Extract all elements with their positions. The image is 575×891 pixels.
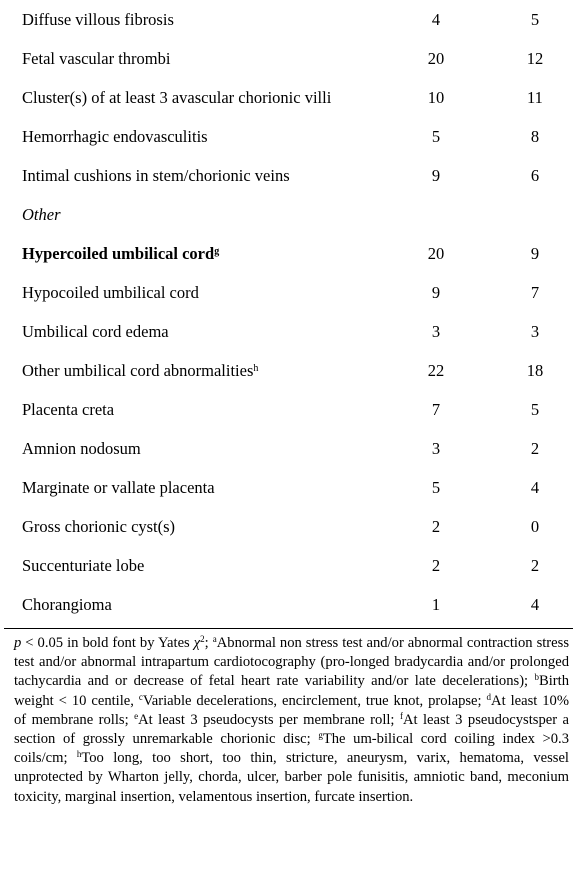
row-value-2: 8 <box>530 127 540 146</box>
row-value-2: 9 <box>530 244 540 263</box>
row-value-1: 3 <box>431 439 441 458</box>
footnote-text: Birth weight < 10 centile, <box>14 673 569 709</box>
row-label: Amnion nodosum <box>22 439 141 458</box>
row-label <box>22 351 258 390</box>
footnote-text: The um-bilical cord coiling index >0.3 coils/cm; <box>14 731 569 767</box>
footnote-marker: d <box>486 691 492 702</box>
row-value-2: 2 <box>530 556 540 575</box>
table-row <box>12 351 573 390</box>
table-row <box>12 117 573 156</box>
chi-symbol: χ <box>193 635 201 651</box>
p-symbol: p <box>14 635 22 651</box>
row-value-1: 9 <box>431 283 441 302</box>
row-value-2: 11 <box>527 88 543 107</box>
footnote-marker: e <box>134 710 139 721</box>
row-value-1: 20 <box>427 244 445 263</box>
table-row <box>12 78 573 117</box>
row-value-2: 4 <box>530 595 540 614</box>
row-value-1: 22 <box>427 361 445 380</box>
row-value-2: 4 <box>530 478 540 497</box>
table-row <box>12 507 573 546</box>
row-value-1: 10 <box>427 88 445 107</box>
row-value-2: 5 <box>530 400 540 419</box>
footnote-marker: g <box>318 730 323 741</box>
row-label: Intimal cushions in stem/chorionic veins <box>22 166 290 185</box>
row-value-2: 6 <box>530 166 540 185</box>
row-label <box>22 234 219 273</box>
table-row <box>12 0 573 39</box>
footnote-text: Too long, too short, too thin, stricture, aneurysm, varix, hematoma, vessel unprotected by Wharton jelly, chorda, ulcer, barber pole funisitis, amniotic band, meconium toxicity, marginal insertion, velamentous insertion, furcate insertion. <box>14 750 569 805</box>
row-value-2: 7 <box>530 283 540 302</box>
row-value-1: 5 <box>431 478 441 497</box>
table-row <box>12 156 573 195</box>
table-row <box>12 429 573 468</box>
table-row <box>12 546 573 585</box>
section-label: Other <box>22 205 61 224</box>
row-value-2: 2 <box>530 439 540 458</box>
table-footnotes <box>14 634 569 807</box>
table-row <box>12 585 573 624</box>
footnote-marker: c <box>138 691 143 702</box>
row-value-1: 7 <box>431 400 441 419</box>
row-value-2: 0 <box>530 517 540 536</box>
footnote-text: At least 3 pseudocysts per membrane roll; <box>138 711 400 728</box>
footnote-text: ; <box>204 635 213 651</box>
table-row <box>12 234 573 273</box>
row-label-text: Hypercoiled umbilical cord <box>22 244 215 263</box>
row-label: Marginate or vallate placenta <box>22 478 215 497</box>
footnote-marker: h <box>253 363 259 374</box>
row-label: Umbilical cord edema <box>22 322 169 341</box>
row-value-1: 5 <box>431 127 441 146</box>
row-label-text: Other umbilical cord abnormalities <box>22 361 254 380</box>
row-label: Diffuse villous fibrosis <box>22 10 174 29</box>
footnote-marker: h <box>76 749 82 760</box>
footnote-text: < 0.05 in bold font by Yates <box>21 635 194 651</box>
row-value-2: 3 <box>530 322 540 341</box>
section-header-row <box>12 195 573 234</box>
footnote-text: Variable decelerations, encirclement, true knot, prolapse; <box>142 692 487 709</box>
row-value-2: 5 <box>530 10 540 29</box>
row-value-1: 1 <box>431 595 441 614</box>
row-label: Placenta creta <box>22 400 115 419</box>
data-table <box>12 0 573 624</box>
table-row <box>12 273 573 312</box>
row-value-2: 18 <box>526 361 544 380</box>
row-value-1: 9 <box>431 166 441 185</box>
table-bottom-rule <box>4 628 573 629</box>
footnote-text: Abnormal non stress test and/or abnormal contraction stress test and/or abnormal intrapartum cardiotocography (pro-longed bradycardia and/or prolonged tachycardia and or decrease of fetal heart rate variability and/or late decelerations); <box>14 635 570 690</box>
footnote-marker: b <box>534 672 539 683</box>
row-label: Hemorrhagic endovasculitis <box>22 127 208 146</box>
row-label: Succenturiate lobe <box>22 556 145 575</box>
row-label: Chorangioma <box>22 595 112 614</box>
row-label: Gross chorionic cyst(s) <box>22 517 176 536</box>
footnote-marker: g <box>214 246 220 257</box>
footnote-text: At least 3 pseudocystsper a section of grossly unremarkable chorionic disc; <box>14 711 570 748</box>
row-label: Fetal vascular thrombi <box>22 49 171 68</box>
row-value-1: 4 <box>431 10 441 29</box>
table-row <box>12 39 573 78</box>
row-value-1: 2 <box>431 556 441 575</box>
table-row <box>12 312 573 351</box>
chi-exponent: 2 <box>200 634 205 644</box>
row-value-1: 2 <box>431 517 441 536</box>
row-label: Cluster(s) of at least 3 avascular chorionic villi <box>22 88 332 107</box>
footnote-marker: f <box>399 710 403 721</box>
row-value-1: 3 <box>431 322 441 341</box>
table-row <box>12 390 573 429</box>
row-label: Hypocoiled umbilical cord <box>22 283 199 302</box>
footnote-text: At least 10% of membrane rolls; <box>14 692 569 728</box>
row-value-2: 12 <box>526 49 544 68</box>
footnote-marker: a <box>212 634 217 644</box>
table-row <box>12 468 573 507</box>
row-value-1: 20 <box>427 49 445 68</box>
